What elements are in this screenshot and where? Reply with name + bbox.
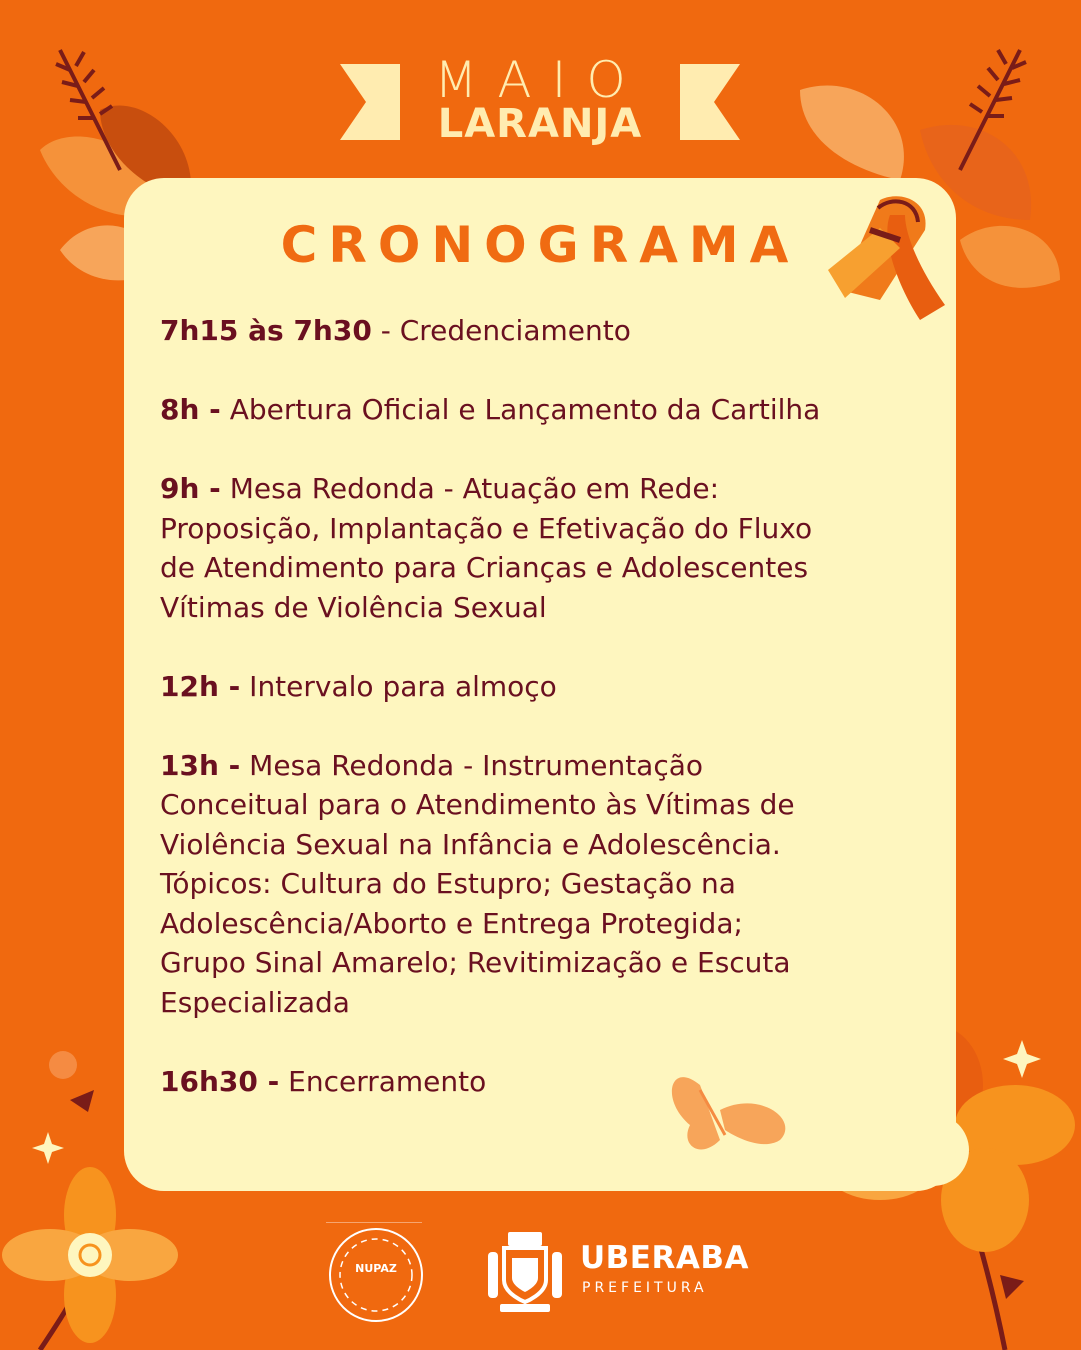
schedule-item	[160, 311, 920, 351]
schedule-time: 13h -	[160, 748, 241, 782]
schedule-item	[160, 390, 920, 430]
schedule-item	[160, 667, 920, 707]
schedule-time: 12h -	[160, 669, 241, 703]
schedule-description: Mesa Redonda - Atuação em Rede: Proposição, Implantação e Efetivação do Fluxo de Atendimento para Crianças e Adolescentes Vítimas de Violência Sexual	[160, 472, 813, 624]
schedule-time: 9h -	[160, 472, 221, 505]
nupaz-logo-icon	[326, 1222, 432, 1328]
banner-title-maio: MAIO	[434, 51, 646, 109]
schedule-description: Mesa Redonda - Instrumentação Conceitual para o Atendimento às Vítimas de Violência Sexual na Infância e Adolescência. Tópicos: Cultura do Estupro; Gestação na Adolescência/Aborto e Entrega Protegida; Grupo Sinal Amarelo; Revitimização e Escuta Especializada	[160, 748, 795, 1019]
city-crest-icon	[482, 1228, 568, 1314]
schedule-item	[160, 746, 920, 1023]
schedule-time: 8h -	[160, 393, 221, 426]
schedule-description: - Credenciamento	[371, 314, 631, 347]
banner-title-laranja: LARANJA	[437, 101, 643, 147]
nupaz-logo-label: NUPAZ	[355, 1262, 397, 1275]
schedule-item	[160, 469, 920, 627]
schedule-list	[160, 311, 920, 1141]
schedule-time: 16h30 -	[160, 1064, 280, 1098]
schedule-description: Intervalo para almoço	[240, 669, 557, 703]
schedule-description: Abertura Oficial e Lançamento da Cartilha	[220, 393, 821, 426]
city-subtitle: PREFEITURA	[582, 1280, 708, 1296]
schedule-item	[160, 1062, 920, 1102]
schedule-description: Encerramento	[279, 1064, 487, 1098]
city-name: UBERABA	[580, 1240, 749, 1276]
schedule-time: 7h15 às 7h30	[160, 314, 372, 347]
page-title: CRONOGRAMA	[280, 216, 800, 274]
